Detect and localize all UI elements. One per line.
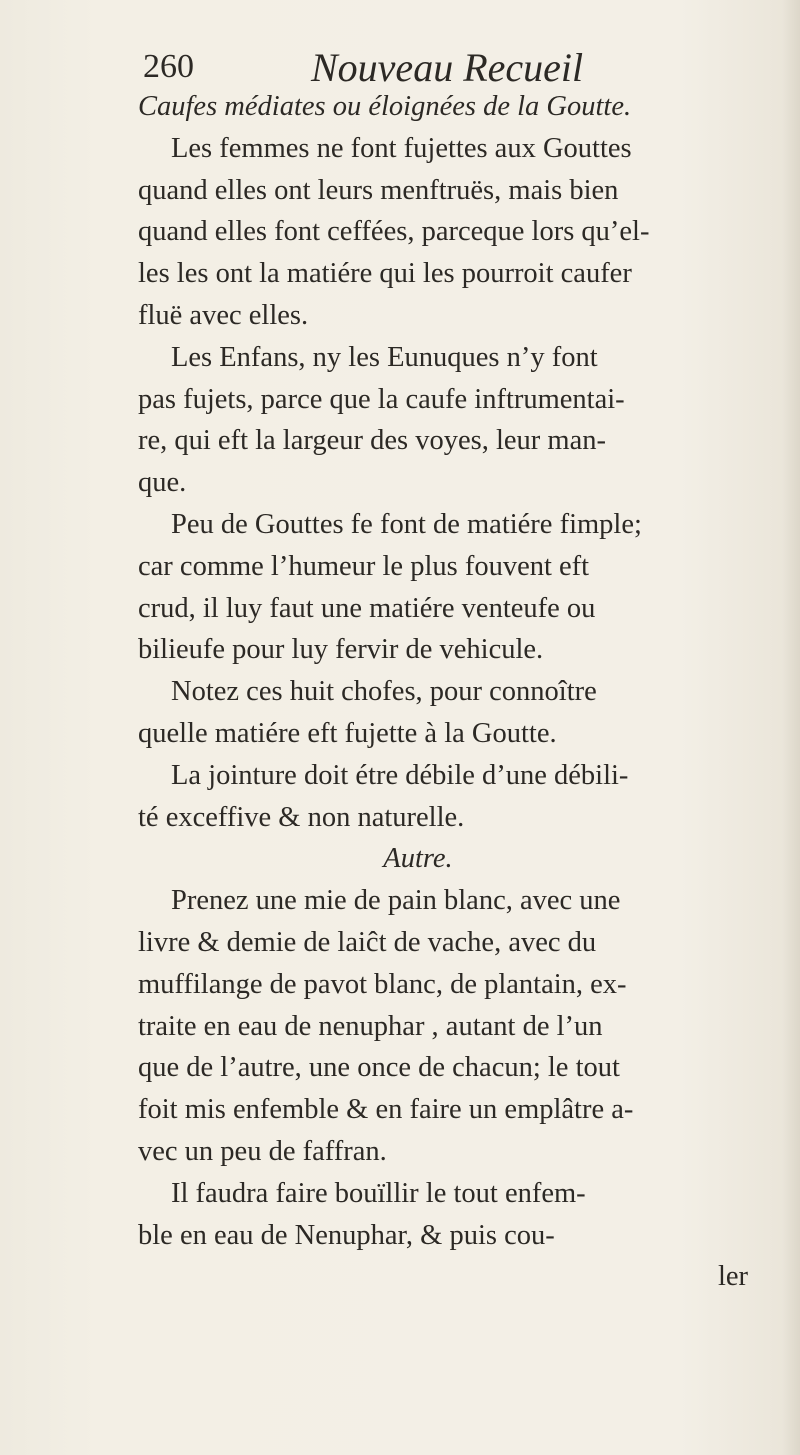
page-number: 260	[143, 48, 194, 85]
page-edge-shadow	[782, 0, 800, 1455]
text-line: que.	[138, 467, 187, 499]
text-line: pas fujets, parce que la caufe inftrumentai-	[138, 383, 625, 415]
page-text	[138, 86, 788, 1298]
running-title: Nouveau Recueil	[311, 45, 584, 90]
text-line: car comme l’humeur le plus fouvent eft	[138, 550, 590, 582]
text-line: La jointure doit étre débile d’une débili-	[171, 759, 629, 791]
text-line: muffilange de pavot blanc, de plantain, ex-	[138, 968, 627, 1000]
catchword: ler	[717, 1261, 748, 1293]
text-line: vec un peu de faffran.	[138, 1135, 387, 1167]
text-line: Prenez une mie de pain blanc, avec une	[171, 885, 621, 917]
text-line: bilieufe pour luy fervir de vehicule.	[138, 634, 544, 666]
text-line: ble en eau de Nenuphar, & puis cou-	[138, 1219, 555, 1251]
text-line: Les femmes ne font fujettes aux Gouttes	[171, 132, 632, 164]
text-line: Notez ces huit chofes, pour connoître	[171, 676, 597, 708]
subheading: Autre.	[383, 843, 453, 875]
text-line: té exceffive & non naturelle.	[138, 801, 465, 833]
text-line: livre & demie de laiĉt de vache, avec du	[138, 926, 597, 958]
text-line: quelle matiére eft fujette à la Goutte.	[138, 717, 557, 749]
text-line: crud, il luy faut une matiére venteufe ou	[138, 592, 596, 624]
text-line: Les Enfans, ny les Eunuques n’y font	[171, 341, 598, 373]
section-heading: Caufes médiates ou éloignées de la Goutte.	[138, 91, 632, 122]
text-line: foit mis enfemble & en faire un emplâtre a-	[138, 1094, 634, 1126]
text-line: quand elles ont leurs menftruës, mais bien	[138, 174, 619, 206]
text-line: fluë avec elles.	[138, 299, 309, 331]
text-line: quand elles font ceffées, parceque lors qu’el-	[138, 216, 650, 248]
text-line: traite en eau de nenuphar , autant de l’un	[138, 1010, 603, 1042]
text-line: re, qui eft la largeur des voyes, leur man-	[138, 425, 606, 457]
text-line: que de l’autre, une once de chacun; le tout	[138, 1052, 620, 1084]
text-line: les les ont la matiére qui les pourroit caufer	[138, 258, 632, 290]
text-line: Peu de Gouttes fe font de matiére fimple;	[171, 508, 642, 540]
text-line: Il faudra faire bouïllir le tout enfem-	[171, 1177, 586, 1209]
